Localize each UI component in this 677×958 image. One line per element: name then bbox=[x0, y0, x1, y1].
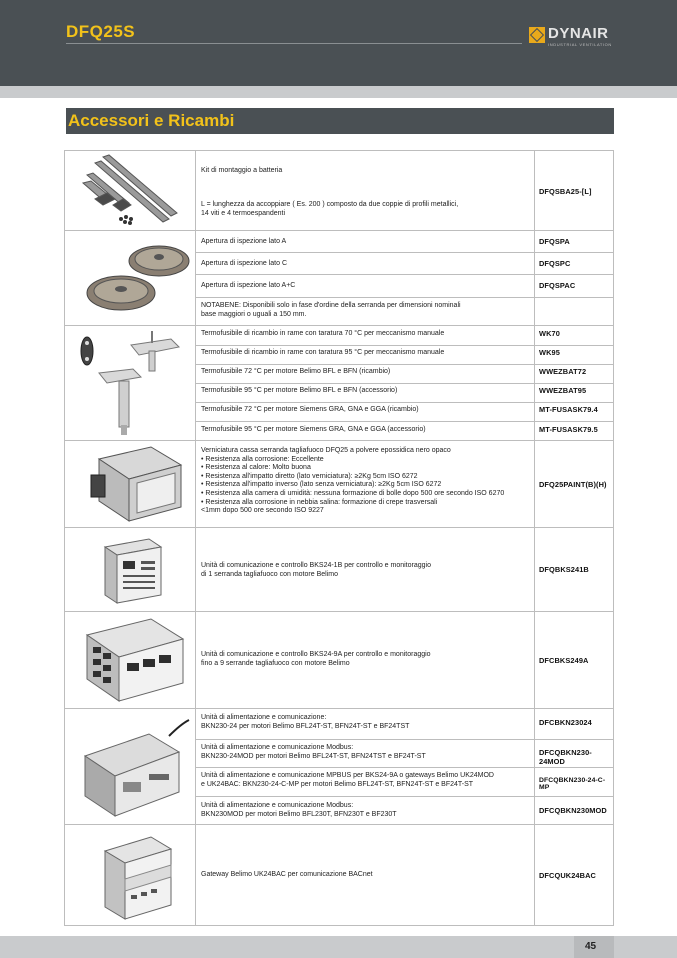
row-code: DFCQBKN230-24MOD bbox=[539, 748, 592, 766]
row-description: Termofusibile 72 °C per motore Belimo BFL e BFN (ricambio) bbox=[201, 368, 391, 375]
row-separator bbox=[195, 421, 613, 422]
row-code: DFQ25PAINT(B)(H) bbox=[539, 480, 607, 489]
row-description: Termofusibile di ricambio in rame con taratura 70 °C per meccanismo manuale bbox=[201, 330, 445, 337]
accessories-table bbox=[64, 150, 614, 926]
row-description: Termofusibile 72 °C per motore Siemens GRA, GNA e GGA (ricambio) bbox=[201, 406, 419, 413]
row-description: Kit di montaggio a batteria bbox=[201, 167, 283, 174]
row-description: Apertura di ispezione lato C bbox=[201, 260, 287, 267]
section-title: Accessori e Ricambi bbox=[68, 111, 235, 130]
row-note: NOTABENE: Disponibili solo in fase d'ordine della serranda per dimensioni nominali base maggiori o uguali a 150 mm. bbox=[201, 302, 461, 318]
row-separator bbox=[195, 767, 613, 768]
row-description: Unità di comunicazione e controllo BKS24-1B per controllo e monitoraggio di 1 serranda tagliafuoco con motore Belimo bbox=[201, 562, 431, 578]
row-code: MT-FUSASK79.4 bbox=[539, 405, 598, 414]
row-description: Gateway Belimo UK24BAC per comunicazione BACnet bbox=[201, 871, 373, 878]
row-separator bbox=[195, 364, 613, 365]
row-description: Unità di alimentazione e comunicazione: BKN230-24 per motori Belimo BFL24T-ST, BFN24T-ST e BF24TST bbox=[201, 714, 410, 730]
bkn230-module-icon bbox=[79, 716, 191, 820]
thermal-fuse-icon bbox=[75, 329, 191, 437]
image-column-divider bbox=[195, 151, 196, 925]
row-description: Unità di comunicazione e controllo BKS24-9A per controllo e monitoraggio fino a 9 serrande tagliafuoco con motore Belimo bbox=[201, 651, 431, 667]
row-description: Termofusibile 95 °C per motore Siemens GRA, GNA e GGA (accessorio) bbox=[201, 426, 426, 433]
row-description: Verniciatura cassa serranda tagliafuoco DFQ25 a polvere epossidica nero opaco • Resistenza alla corrosione: Eccellente • Resistenza al calore: Molto buona • Resistenza all'impatto diretto (lato verniciatura): ≥2Kg 5cm ISO 6272 • Resistenza all'impatto inverso (lato senza verniciatura): ≥2Kg 5cm ISO 6272 • Resistenza alla camera di umidità: nessuna formazione di bolle dopo 500 ore secondo ISO 6270 • Resistenza alla corrosione in nebbia salina: formazione di crepe trasversali <1mm dopo 500 ore secondo ISO 9227 bbox=[201, 447, 505, 515]
row-code: DFQSBA25-[L] bbox=[539, 187, 592, 196]
row-separator bbox=[195, 297, 613, 298]
group-separator bbox=[65, 708, 613, 709]
row-description: L = lunghezza da accoppiare ( Es. 200 ) composto da due coppie di profili metallici, 14 viti e 4 termoespandenti bbox=[201, 201, 459, 217]
group-separator bbox=[65, 527, 613, 528]
code-column-divider bbox=[534, 151, 535, 925]
row-code: DFQSPA bbox=[539, 237, 570, 246]
row-code: MT-FUSASK79.5 bbox=[539, 425, 598, 434]
row-description: Termofusibile 95 °C per motore Belimo BFL e BFN (accessorio) bbox=[201, 387, 398, 394]
brand-subtitle: INDUSTRIAL VENTILATION bbox=[548, 42, 612, 47]
row-description: Unità di alimentazione e comunicazione Modbus: BKN230-24MOD per motori Belimo BFL24T-ST, BFN24TST e BF24T-ST bbox=[201, 744, 426, 760]
header-stripe bbox=[0, 86, 677, 98]
row-separator bbox=[195, 383, 613, 384]
gateway-module-icon bbox=[95, 831, 179, 923]
row-separator bbox=[195, 402, 613, 403]
bks24-9a-module-icon bbox=[81, 613, 189, 705]
row-description: Termofusibile di ricambio in rame con taratura 95 °C per meccanismo manuale bbox=[201, 349, 445, 356]
row-code: WK70 bbox=[539, 329, 560, 338]
section-header bbox=[66, 108, 614, 134]
row-separator bbox=[195, 739, 613, 740]
row-separator bbox=[195, 252, 613, 253]
row-code: WWEZBAT72 bbox=[539, 367, 587, 376]
row-code: DFQBKS241B bbox=[539, 565, 589, 574]
row-code: DFCBKN23024 bbox=[539, 718, 592, 727]
row-description: Apertura di ispezione lato A bbox=[201, 238, 287, 245]
row-separator bbox=[195, 796, 613, 797]
row-code: DFQSPC bbox=[539, 259, 571, 268]
row-code: DFCQBKN230-24-C-MP bbox=[539, 777, 606, 791]
painted-casing-icon bbox=[89, 445, 185, 525]
row-code: WWEZBAT95 bbox=[539, 386, 587, 395]
brand-name: DYNAIR bbox=[548, 25, 609, 42]
row-separator bbox=[195, 345, 613, 346]
row-description: Unità di alimentazione e comunicazione MPBUS per BKS24-9A o gateways Belimo UK24MOD e UK24BAC: BKN230-24-C-MP per motori Belimo BFL24T-ST, BFN24T-ST e BF24T-ST bbox=[201, 772, 494, 788]
row-code: WK95 bbox=[539, 348, 560, 357]
row-code: DFCQBKN230MOD bbox=[539, 806, 607, 815]
row-code: DFCBKS249A bbox=[539, 656, 589, 665]
group-separator bbox=[65, 440, 613, 441]
group-separator bbox=[65, 611, 613, 612]
page-number: 45 bbox=[585, 941, 597, 952]
mounting-kit-icon bbox=[73, 153, 189, 228]
row-separator bbox=[195, 274, 613, 275]
header-rule bbox=[66, 43, 522, 44]
group-separator bbox=[65, 230, 613, 231]
row-code: DFCQUK24BAC bbox=[539, 871, 596, 880]
group-separator bbox=[65, 325, 613, 326]
product-code-title: DFQ25S bbox=[66, 22, 136, 41]
row-code: DFQSPAC bbox=[539, 281, 576, 290]
group-separator bbox=[65, 824, 613, 825]
brand-logo bbox=[529, 25, 619, 49]
inspection-cover-icon bbox=[81, 233, 191, 321]
row-description: Apertura di ispezione lato A+C bbox=[201, 282, 296, 289]
row-description: Unità di alimentazione e comunicazione Modbus: BKN230MOD per motori Belimo BFL230T, BFN230T e BF230T bbox=[201, 802, 397, 818]
bks24-1b-module-icon bbox=[101, 537, 165, 607]
brand-mark-icon bbox=[529, 27, 545, 43]
